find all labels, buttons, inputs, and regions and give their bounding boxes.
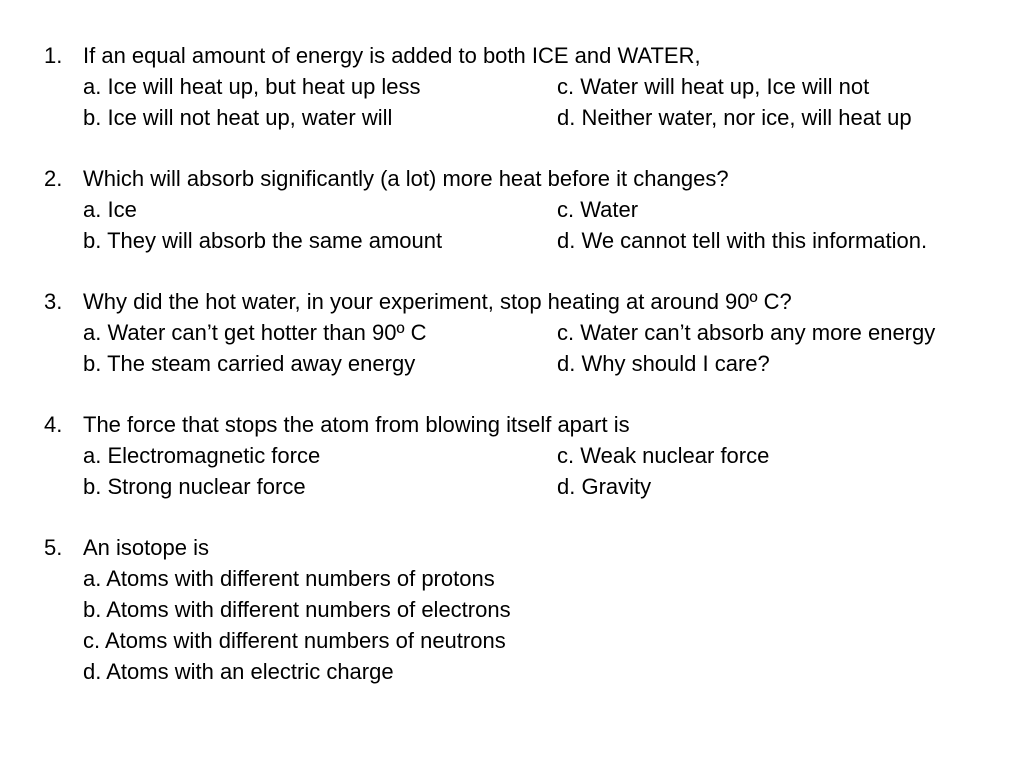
- option-c: c. Atoms with different numbers of neutrons: [83, 628, 506, 653]
- question-stem: The force that stops the atom from blowing itself apart is: [83, 412, 630, 437]
- option-a: a. Ice: [83, 197, 137, 222]
- option-b: b. The steam carried away energy: [83, 351, 416, 376]
- option-a: a. Electromagnetic force: [83, 443, 321, 468]
- option-b: b. Strong nuclear force: [83, 474, 306, 499]
- question-3: [0, 286, 1024, 379]
- option-a: a. Atoms with different numbers of protons: [83, 566, 495, 591]
- question-number: 5.: [44, 535, 63, 560]
- question-stem: Which will absorb significantly (a lot) more heat before it changes?: [83, 166, 729, 191]
- question-stem: An isotope is: [83, 535, 209, 560]
- question-number: 4.: [44, 412, 63, 437]
- option-a: a. Water can’t get hotter than 90º C: [83, 320, 427, 345]
- option-b: b. They will absorb the same amount: [83, 228, 443, 253]
- option-c: c. Weak nuclear force: [557, 443, 770, 468]
- option-a: a. Ice will heat up, but heat up less: [83, 74, 421, 99]
- option-c: c. Water will heat up, Ice will not: [557, 74, 870, 99]
- question-2: [0, 163, 1024, 256]
- question-number: 2.: [44, 166, 63, 191]
- option-d: d. Neither water, nor ice, will heat up: [557, 105, 912, 130]
- question-5: [0, 532, 1024, 687]
- question-number: 3.: [44, 289, 63, 314]
- option-d: d. Why should I care?: [557, 351, 770, 376]
- option-b: b. Atoms with different numbers of electrons: [83, 597, 511, 622]
- option-d: d. We cannot tell with this information.: [557, 228, 928, 253]
- question-1: [0, 40, 1024, 133]
- question-stem: If an equal amount of energy is added to both ICE and WATER,: [83, 43, 701, 68]
- question-number: 1.: [44, 43, 63, 68]
- question-stem: Why did the hot water, in your experiment, stop heating at around 90º C?: [83, 289, 792, 314]
- option-c: c. Water: [557, 197, 639, 222]
- option-c: c. Water can’t absorb any more energy: [557, 320, 936, 345]
- question-4: [0, 409, 1024, 502]
- option-d: d. Gravity: [557, 474, 652, 499]
- option-d: d. Atoms with an electric charge: [83, 659, 394, 684]
- option-b: b. Ice will not heat up, water will: [83, 105, 393, 130]
